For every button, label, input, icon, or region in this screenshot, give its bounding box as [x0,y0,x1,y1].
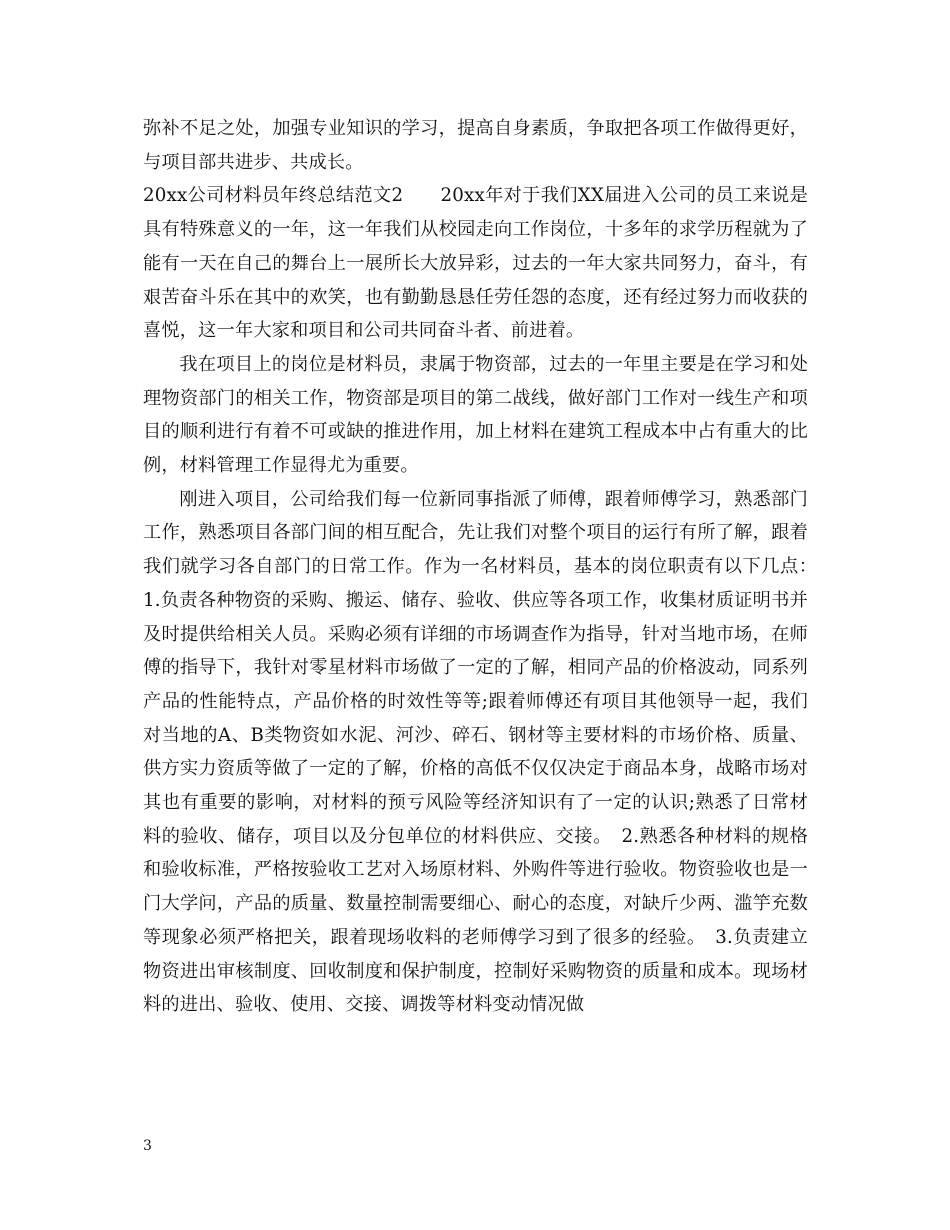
paragraph-section-heading: 20xx公司材料员年终总结范文2 20xx年对于我们XX届进入公司的员工来说是具有特殊意义的一年，这一年我们从校园走向工作岗位，十多年的求学历程就为了能有一天在自己的舞台上一展所长大放异彩，过去的一年大家共同努力，奋斗，有艰苦奋斗乐在其中的欢笑，也有勤勤恳恳任劳任怨的态度，还有经过努力而收获的喜悦，这一年大家和项目和公司共同奋斗者、前进着。 [143,185,808,342]
paragraph-continuation: 弥补不足之处，加强专业知识的学习，提高自身素质，争取把各项工作做得更好，与项目部共进步、共成长。 [143,118,808,173]
document-body [143,112,827,1022]
page-number: 3 [143,1138,152,1154]
paragraph-duties: 刚进入项目，公司给我们每一位新同事指派了师傅，跟着师傅学习，熟悉部门工作，熟悉项目各部门间的相互配合，先让我们对整个项目的运行有所了解，跟着我们就学习各自部门的日常工作。作为一名材料员，基本的岗位职责有以下几点： 1.负责各种物资的采购、搬运、储存、验收、供应等各项工作，收集材质证明书并及时提供给相关人员。采购必须有详细的市场调查作为指导，针对当地市场，在师傅的指导下，我针对零星材料市场做了一定的了解，相同产品的价格波动，同系列产品的性能特点，产品价格的时效性等等;跟着师傅还有项目其他领导一起，我们对当地的A、B类物资如水泥、河沙、碎石、钢材等主要材料的市场价格、质量、供方实力资质等做了一定的了解，价格的高低不仅仅决定于商品本身，战略市场对其也有重要的影响，对材料的预亏风险等经济知识有了一定的认识;熟悉了日常材料的验收、储存，项目以及分包单位的材料供应、交接。 2.熟悉各种材料的规格和验收标准，严格按验收工艺对入场原材料、外购件等进行验收。物资验收也是一门大学问，产品的质量、数量控制需要细心、耐心的态度，对缺斤少两、滥竽充数等现象必须严格把关，跟着现场收料的老师傅学习到了很多的经验。 3.负责建立物资进出审核制度、回收制度和保护制度，控制好采购物资的质量和成本。现场材料的进出、验收、使用、交接、调拨等材料变动情况做 [143,488,827,1016]
paragraph-position: 我在项目上的岗位是材料员，隶属于物资部，过去的一年里主要是在学习和处理物资部门的相关工作，物资部是项目的第二战线，做好部门工作对一线生产和项目的顺利进行有着不可或缺的推进作用，加上材料在建筑工程成本中占有重大的比例，材料管理工作显得尤为重要。 [143,353,808,477]
